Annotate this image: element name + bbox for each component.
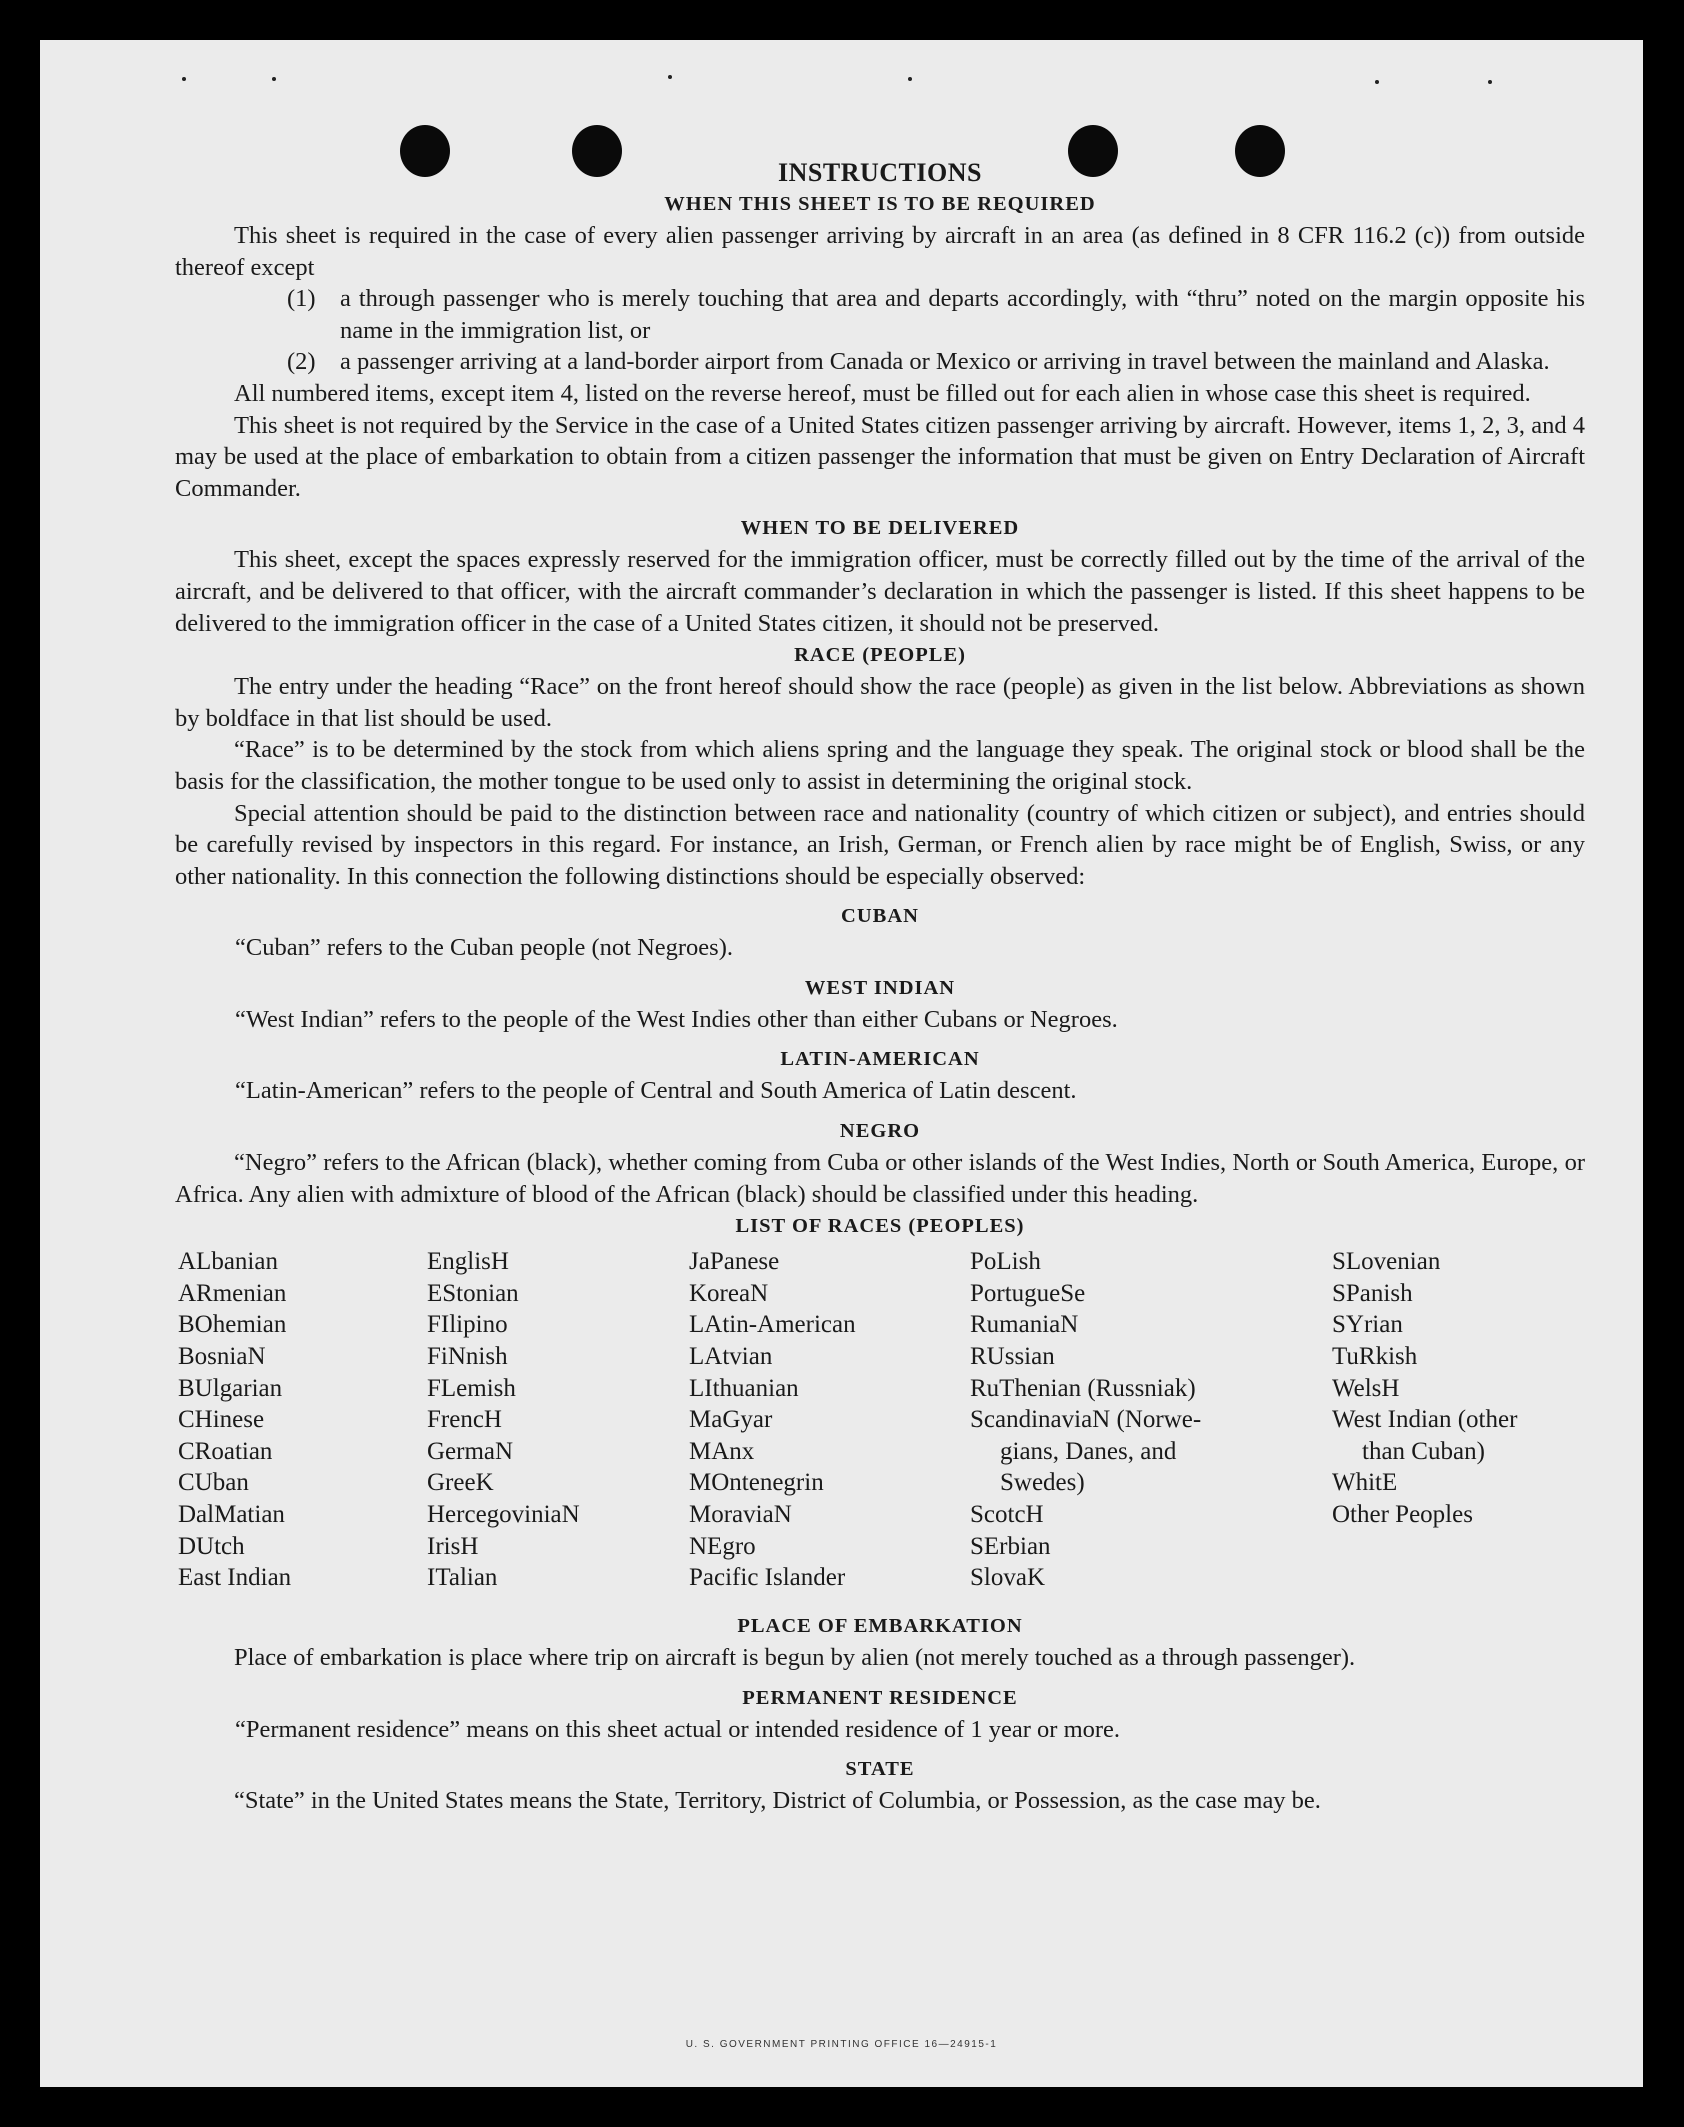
race-item: CRoatian <box>178 1437 273 1465</box>
definition: “State” in the United States means the State, Territory, District of Columbia, or Possession, as the case may be. <box>234 1787 1321 1815</box>
speck <box>182 77 186 81</box>
race-item-continued <box>970 1436 1201 1468</box>
heading-permanent-residence: PERMANENT RESIDENCE <box>742 1686 1018 1709</box>
heading-negro: NEGRO <box>839 1120 921 1143</box>
heading-when-required: WHEN THIS SHEET IS TO BE REQUIRED <box>664 193 1096 215</box>
race-column <box>970 1246 1201 1594</box>
race-column <box>178 1246 291 1594</box>
race-item: FLemish <box>427 1374 516 1402</box>
heading-when-delivered: WHEN TO BE DELIVERED <box>740 517 1020 540</box>
race-item: ScotcH <box>970 1501 1044 1528</box>
race-item: LIthuanian <box>689 1374 799 1402</box>
definition: “Cuban” refers to the Cuban people (not Negroes). <box>235 934 733 962</box>
race-item: RUssian <box>970 1343 1055 1371</box>
race-item-continuation: Swedes) <box>1000 1469 1085 1497</box>
heading-list-of-races: LIST OF RACES (PEOPLES) <box>735 1215 1025 1238</box>
exception-list <box>175 283 1585 378</box>
race-item-continuation: gians, Danes, and <box>1000 1437 1177 1465</box>
race-item: HercegoviniaN <box>427 1501 580 1528</box>
race-list <box>175 1246 1585 1602</box>
heading-west-indian: WEST INDIAN <box>804 976 956 999</box>
race-column <box>427 1246 580 1594</box>
race-item: MAnx <box>689 1437 755 1465</box>
definition: Place of embarkation is place where trip on aircraft is begun by alien (not merely touched as a through passenger). <box>234 1644 1356 1672</box>
race-item: MaGyar <box>689 1406 773 1434</box>
race-item: KoreaN <box>689 1279 769 1307</box>
race-item: GreeK <box>427 1469 494 1497</box>
race-item: BUlgarian <box>178 1374 283 1402</box>
race-item: ITalian <box>427 1564 498 1592</box>
race-item: East Indian <box>178 1564 292 1592</box>
race-item: West Indian (other <box>1332 1406 1518 1434</box>
race-item: FrencH <box>427 1406 502 1434</box>
race-column <box>689 1246 856 1594</box>
definition: “Negro” refers to the African (black), whether coming from Cuba or other islands of the West Indies, North or South America, Europe, or Africa. Any alien with admixture of blood of the African (black) should be classified under this heading. <box>175 1149 1585 1208</box>
race-item: SPanish <box>1332 1279 1413 1307</box>
paragraph: This sheet is required in the case of every alien passenger arriving by aircraft in an area (as defined in 8 CFR 116.2 (c)) from outside thereof except <box>175 222 1585 281</box>
race-item: IrisH <box>427 1532 479 1560</box>
item-number: (1) <box>287 285 316 313</box>
speck <box>908 77 912 81</box>
heading-race: RACE (PEOPLE) <box>794 644 966 667</box>
paragraph: This sheet is not required by the Service in the case of a United States citizen passenger arriving by aircraft. However, items 1, 2, 3, and 4 may be used at the place of embarkation to obtain from a citizen passenger the information that must be given on Entry Declaration of Aircraft Commander. <box>175 411 1585 502</box>
race-item: GermaN <box>427 1437 514 1465</box>
race-item: Other Peoples <box>1332 1501 1473 1528</box>
race-item-continued <box>970 1467 1201 1499</box>
paragraph: This sheet, except the spaces expressly reserved for the immigration officer, must be correctly filled out by the time of the arrival of the aircraft, and be delivered to that officer, with the aircraft commander’s declaration in which the passenger is listed. If this sheet happens to be delivered to the immigration officer in the case of a United States citizen, it should not be preserved. <box>175 546 1585 637</box>
item-number: (2) <box>287 348 316 376</box>
race-item: WhitE <box>1332 1469 1398 1497</box>
race-item: BosniaN <box>178 1343 266 1371</box>
definition: “Permanent residence” means on this sheet actual or intended residence of 1 year or more. <box>235 1715 1121 1743</box>
race-item: SYrian <box>1332 1311 1403 1339</box>
race-item-continuation: than Cuban) <box>1362 1437 1485 1465</box>
definition: “Latin-American” refers to the people of Central and South America of Latin descent. <box>235 1077 1077 1105</box>
instructions-body <box>175 152 1585 1817</box>
race-item: RuThenian (Russniak) <box>970 1374 1196 1402</box>
race-item: PoLish <box>970 1248 1041 1276</box>
race-item: FIlipino <box>427 1311 508 1339</box>
speck <box>1375 80 1379 84</box>
race-item: DUtch <box>178 1532 245 1560</box>
race-item: DalMatian <box>178 1501 285 1528</box>
race-item: MOntenegrin <box>689 1469 824 1497</box>
heading-cuban: CUBAN <box>841 905 919 928</box>
paragraph: Special attention should be paid to the distinction between race and nationality (country of which citizen or subject), and entries should be carefully revised by inspectors in this regard. For instance, an Irish, German, or French alien by race might be of English, Swiss, or any other nationality. In this connection the following distinctions should be especially observed: <box>175 799 1585 890</box>
list-item <box>175 283 1585 346</box>
race-item: PortugueSe <box>970 1279 1086 1307</box>
race-item: CUban <box>178 1469 249 1497</box>
race-item: BOhemian <box>178 1311 287 1339</box>
race-item: SLovenian <box>1332 1248 1441 1276</box>
race-item: ALbanian <box>178 1248 278 1276</box>
race-item: SlovaK <box>970 1564 1045 1592</box>
race-item: Pacific Islander <box>689 1564 846 1592</box>
race-item-continued <box>1332 1436 1517 1468</box>
race-item: FiNnish <box>427 1343 508 1371</box>
race-column <box>1332 1246 1517 1530</box>
race-item: SErbian <box>970 1532 1051 1560</box>
race-item: JaPanese <box>689 1248 780 1276</box>
item-text: a passenger arriving at a land-border airport from Canada or Mexico or arriving in travel between the mainland and Alaska. <box>340 348 1550 376</box>
list-item <box>175 346 1585 378</box>
race-item: LAtvian <box>689 1343 773 1371</box>
paragraph: The entry under the heading “Race” on the front hereof should show the race (people) as given in the list below. Abbreviations as shown by boldface in that list should be used. <box>175 673 1585 732</box>
heading-state: STATE <box>845 1758 915 1781</box>
race-item: ScandinaviaN (Norwe- <box>970 1406 1202 1434</box>
race-item: MoraviaN <box>689 1501 792 1528</box>
definition: “West Indian” refers to the people of the West Indies other than either Cubans or Negroes. <box>235 1005 1118 1033</box>
item-text: a through passenger who is merely touching that area and departs accordingly, with “thru” noted on the margin opposite his name in the immigration list, or <box>340 285 1585 344</box>
race-item: TuRkish <box>1332 1343 1418 1371</box>
paragraph: “Race” is to be determined by the stock from which aliens spring and the language they speak. The original stock or blood shall be the basis for the classification, the mother tongue to be used only to assist in determining the original stock. <box>175 736 1585 795</box>
paragraph: All numbered items, except item 4, listed on the reverse hereof, must be filled out for each alien in whose case this sheet is required. <box>234 379 1531 407</box>
race-item: LAtin-American <box>689 1311 856 1339</box>
race-item: ARmenian <box>178 1279 287 1307</box>
heading-place-of-embarkation: PLACE OF EMBARKATION <box>737 1615 1023 1638</box>
speck <box>1488 80 1492 84</box>
race-item: WelsH <box>1332 1374 1400 1402</box>
document-page <box>40 40 1643 2087</box>
speck <box>668 75 672 79</box>
heading-latin-american: LATIN-AMERICAN <box>780 1048 980 1071</box>
race-item: EStonian <box>427 1279 519 1307</box>
speck <box>272 77 276 81</box>
race-item: EnglisH <box>427 1248 509 1276</box>
printer-imprint: U. S. GOVERNMENT PRINTING OFFICE 16—24915-1 <box>685 2039 998 2050</box>
page-title: INSTRUCTIONS <box>778 158 982 187</box>
race-item: NEgro <box>689 1532 756 1560</box>
race-item: RumaniaN <box>970 1311 1079 1339</box>
race-item: CHinese <box>178 1406 265 1434</box>
